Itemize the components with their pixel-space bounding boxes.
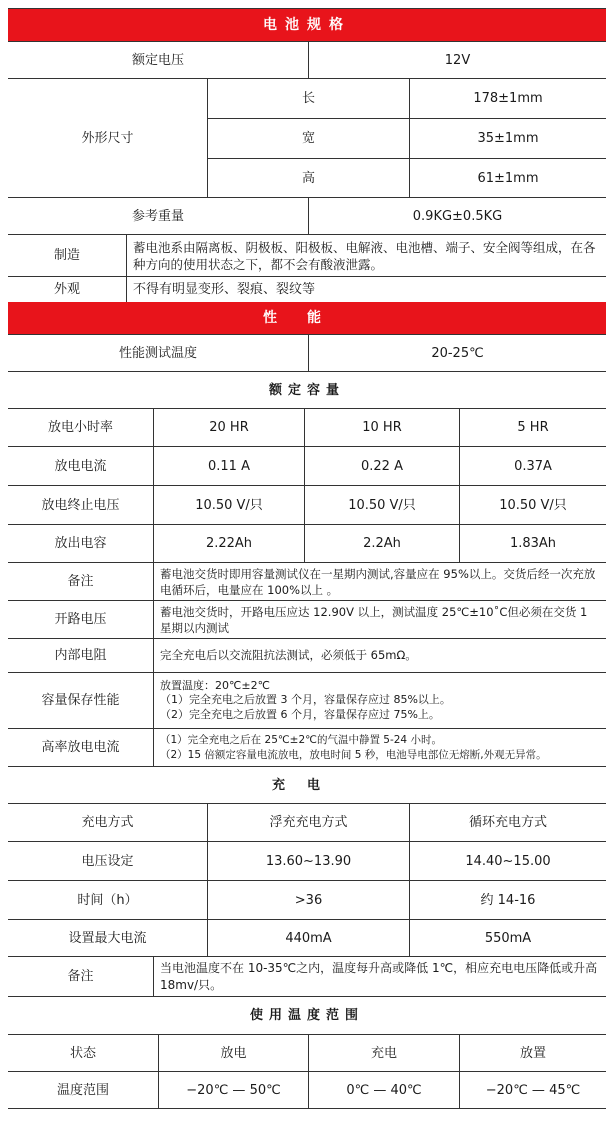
performance-remark-label: 备注 [67,574,94,589]
width-label: 宽 [301,131,315,146]
charge-time-row [8,881,606,920]
retention-line-temp: 放置温度：20℃±2℃ [160,678,270,692]
max-current-label: 设置最大电流 [68,930,147,946]
hour-rate-row [8,409,606,447]
rated-voltage-value: 12V [308,42,606,78]
ocv-row [8,601,606,639]
length-row [208,79,606,119]
appearance-row [8,277,606,302]
dimensions-block [8,79,606,198]
rated-voltage-row [8,42,606,79]
end-voltage-20hr: 10.50 V/只 [153,486,304,524]
storage-range-value: −20℃ — 45℃ [459,1072,606,1108]
manufacture-row [8,235,606,277]
height-label: 高 [301,170,315,186]
temperature-title: 使用温度范围 [249,1008,364,1023]
test-temp-value: 20-25℃ [308,335,606,371]
temperature-state-row [8,1035,606,1072]
performance-remark-text: 蓄电池交货时即用容量测试仪在一星期内测试,容量应在 95%以上。交货后经一次充放电循环后，电量应在 100%以上 。 [153,563,606,600]
high-rate-line-2: （2）15 倍额定容量电流放电，放电时间 5 秒，电池导电部位无熔断,外观无异常。 [160,748,547,761]
rated-capacity-title: 额定容量 [268,382,345,398]
resistance-text: 完全充电后以交流阻抗法测试，必须低于 65mΩ。 [153,639,606,672]
test-temp-label: 性能测试温度 [118,345,197,361]
battery-spec-sheet [8,8,606,1109]
discharge-current-5hr: 0.37A [459,447,606,485]
high-rate-notes [153,729,606,766]
discharge-current-label: 放电电流 [54,458,107,474]
performance-remark-row [8,563,606,601]
manufacture-text: 蓄电池系由隔离板、阴极板、阳极板、电解液、电池槽、端子、安全阀等组成，在各种方向的使用状态之下，都不会有酸液泄露。 [126,235,606,276]
end-voltage-row [8,486,606,525]
range-label: 温度范围 [56,1082,109,1098]
capacity-label: 放出电容 [54,536,107,551]
float-current-value: 440mA [207,920,409,956]
charge-method-row [8,804,606,842]
end-voltage-label: 放电终止电压 [41,497,120,513]
retention-notes [153,673,606,728]
spec-section-title: 电池规格 [263,16,351,33]
cycle-current-value: 550mA [409,920,606,956]
charge-time-label: 时间（h） [77,892,138,908]
charging-remark-label: 备注 [67,969,94,984]
cycle-voltage-value: 14.40~15.00 [409,842,606,880]
state-label: 状态 [69,1045,96,1061]
charge-method-label: 充电方式 [81,815,134,830]
weight-row [8,198,606,235]
dimensions-label: 外形尺寸 [81,130,134,146]
discharge-current-row [8,447,606,486]
end-voltage-10hr: 10.50 V/只 [304,486,459,524]
charge-state-label: 充电 [308,1035,459,1071]
width-value: 35±1mm [409,119,606,158]
ocv-text: 蓄电池交货时，开路电压应达 12.90V 以上，测试温度 25℃±10˚C但必须在交货 1 星期以内测试 [153,601,606,638]
discharge-state-label: 放电 [158,1035,308,1071]
high-rate-label: 高率放电电流 [41,740,120,755]
hour-rate-5hr: 5 HR [459,409,606,446]
charge-voltage-label: 电压设定 [81,853,134,869]
rated-capacity-header [8,372,606,409]
appearance-text: 不得有明显变形、裂痕、裂纹等 [126,277,606,302]
temperature-header [8,997,606,1035]
hour-rate-20hr: 20 HR [153,409,304,446]
capacity-5hr: 1.83Ah [459,525,606,562]
length-value: 178±1mm [409,79,606,118]
storage-state-label: 放置 [459,1035,606,1071]
spec-section-header [8,8,606,42]
height-row [208,159,606,197]
appearance-label: 外观 [53,282,80,297]
temperature-range-row [8,1072,606,1109]
charging-header [8,767,606,804]
capacity-10hr: 2.2Ah [304,525,459,562]
resistance-label: 内部电阻 [54,648,107,663]
retention-row [8,673,606,729]
max-current-row [8,920,606,957]
manufacture-label: 制造 [53,248,80,263]
resistance-row [8,639,606,673]
performance-section-header [8,302,606,335]
cycle-method-label: 循环充电方式 [409,804,606,841]
length-label: 长 [301,91,315,106]
width-row [208,119,606,159]
retention-label: 容量保存性能 [41,693,120,708]
high-rate-row [8,729,606,767]
float-method-label: 浮充充电方式 [207,804,409,841]
retention-line-3m: （1）完全充电之后放置 3 个月，容量保存应过 85%以上。 [160,693,451,707]
weight-value: 0.9KG±0.5KG [308,198,606,234]
cycle-time-value: 约 14-16 [409,881,606,919]
discharge-current-20hr: 0.11 A [153,447,304,485]
discharge-range-value: −20℃ — 50℃ [158,1072,308,1108]
charge-range-value: 0℃ — 40℃ [308,1072,459,1108]
charge-voltage-row [8,842,606,881]
ocv-label: 开路电压 [54,612,107,627]
float-time-value: >36 [207,881,409,919]
test-temp-row [8,335,606,372]
capacity-20hr: 2.22Ah [153,525,304,562]
charging-remark-row [8,957,606,997]
height-value: 61±1mm [409,159,606,197]
charging-title: 充电 [271,777,342,793]
end-voltage-5hr: 10.50 V/只 [459,486,606,524]
float-voltage-value: 13.60~13.90 [207,842,409,880]
high-rate-line-1: （1）完全充电之后在 25℃±2℃的气温中静置 5-24 小时。 [160,734,442,746]
capacity-row [8,525,606,563]
performance-section-title: 性能 [263,309,351,326]
hour-rate-label: 放电小时率 [47,420,113,435]
retention-line-6m: （2）完全充电之后放置 6 个月，容量保存应过 75%上。 [160,707,440,721]
charging-remark-text: 当电池温度不在 10-35℃之内，温度每升高或降低 1℃，相应充电电压降低或升高 18mv/只。 [153,957,606,996]
discharge-current-10hr: 0.22 A [304,447,459,485]
weight-label: 参考重量 [131,208,184,224]
hour-rate-10hr: 10 HR [304,409,459,446]
dimensions-table [207,79,606,198]
rated-voltage-label: 额定电压 [131,52,184,68]
